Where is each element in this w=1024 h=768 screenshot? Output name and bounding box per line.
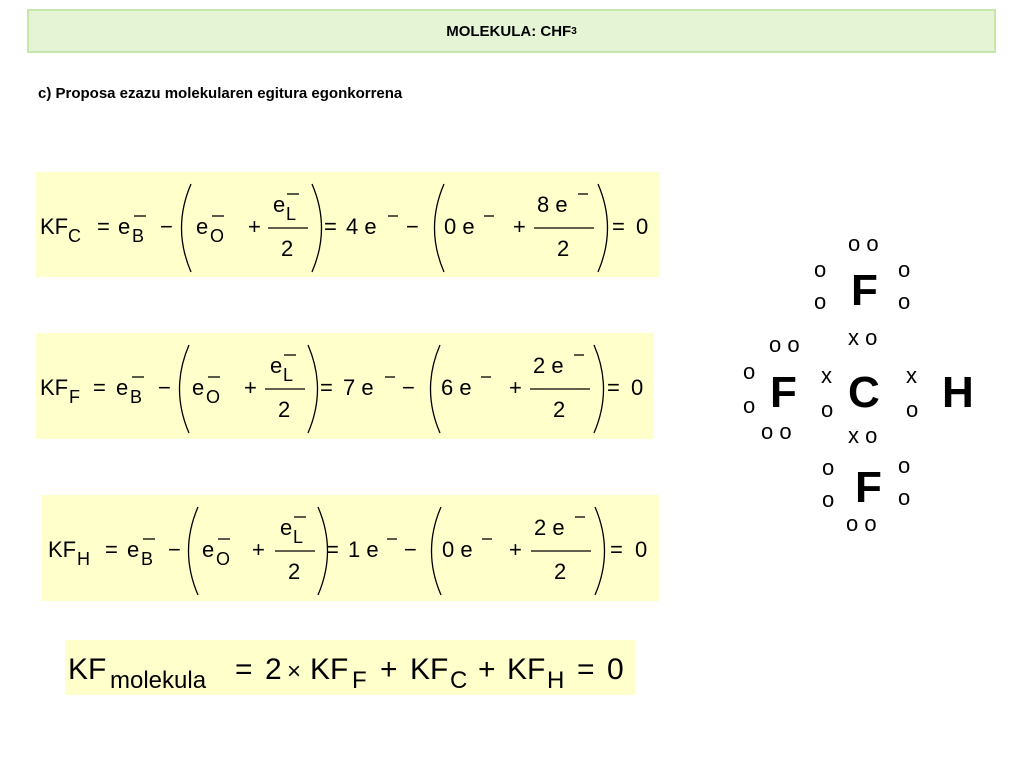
eo-label: e [202,537,215,562]
eb-label: e [116,375,129,400]
electron-dot: o [898,257,911,282]
svg-text:=: = [326,537,339,562]
svg-text:−: − [160,214,173,239]
el-label: e [270,353,283,378]
kf-f-subscript: F [352,667,367,694]
fraction-denominator: 2 [288,559,301,584]
eo-subscript: O [210,226,225,246]
kf-subscript: H [77,549,90,569]
svg-text:=: = [320,375,333,400]
cross-electron: x [906,363,917,388]
eo-subscript: O [216,549,231,569]
valence-value: 1 e [348,537,379,562]
electron-dot: o [898,289,911,314]
svg-text:−: − [404,537,417,562]
lone-pair-top-f-top: o o [848,231,879,256]
kf-c-label: KF [410,653,449,686]
svg-text:+: + [252,537,265,562]
svg-text:=: = [577,653,595,686]
electron-dot: o [898,453,911,478]
svg-text:+: + [478,653,496,686]
nonbond-value: 6 e [441,375,472,400]
kf-h-subscript: H [547,667,565,694]
eb-subscript: B [132,226,145,246]
formula-kf-h [42,495,659,601]
svg-text:−: − [406,214,419,239]
bond-pair-top: x o [848,325,878,350]
result-value: 0 [635,537,648,562]
el-subscript: L [283,365,294,385]
eb-label: e [118,214,131,239]
electron-dot: o [743,393,756,418]
electron-dot: o [814,257,827,282]
valence-value: 7 e [343,375,374,400]
eo-label: e [196,214,209,239]
kf-label: KF [68,653,107,686]
svg-text:−: − [168,537,181,562]
eb-subscript: B [130,387,143,407]
atom-f-bottom: F [855,463,882,512]
formula-kf-f [36,333,654,439]
svg-text:+: + [244,375,257,400]
kf-f-label: KF [310,653,349,686]
svg-text:=: = [324,214,337,239]
fraction-denominator: 2 [281,236,294,261]
kf-molekula-subscript: molekula [110,667,207,694]
question-text: c) Proposa ezazu molekularen egitura egonkorrena [38,85,403,102]
lone-pair-left-f-bottom: o o [761,419,792,444]
svg-text:=: = [93,375,106,400]
el-subscript: L [286,204,297,224]
electron-dot: o [814,289,827,314]
eo-label: e [192,375,205,400]
svg-text:=: = [97,214,110,239]
cross-electron: x [821,363,832,388]
svg-text:=: = [235,653,253,686]
title-text: MOLEKULA: CHF [446,22,572,40]
svg-text:=: = [607,375,620,400]
lone-pair-left-f-top: o o [769,332,800,357]
kf-h-label: KF [507,653,546,686]
svg-text:−: − [158,375,171,400]
kf-subscript: F [69,387,80,407]
electron-dot: o [906,397,919,422]
nonbond-value: 0 e [444,214,475,239]
kf-label: KF [48,537,77,562]
valence-value: 4 e [346,214,377,239]
lone-pair-bottom-f: o o [846,511,877,536]
electron-dot: o [821,397,834,422]
atom-f-top: F [851,266,878,315]
svg-text:=: = [105,537,118,562]
svg-text:=: = [610,537,623,562]
svg-text:+: + [513,214,526,239]
electron-dot: o [743,359,756,384]
el-label: e [280,515,293,540]
atom-h: H [942,368,974,417]
svg-text:+: + [380,653,398,686]
title-subscript: 3 [571,25,577,37]
result-value: 0 [636,214,649,239]
svg-text:+: + [509,375,522,400]
eb-subscript: B [141,549,154,569]
kf-c-subscript: C [450,667,468,694]
result-value: 0 [631,375,644,400]
electron-dot: o [898,485,911,510]
svg-text:=: = [612,214,625,239]
atom-c: C [848,368,880,417]
svg-text:+: + [509,537,522,562]
formula-kf-molekula [65,640,635,695]
kf-label: KF [40,375,69,400]
svg-text:−: − [402,375,415,400]
el-subscript: L [293,527,304,547]
electron-dot: o [822,487,835,512]
bond-denominator: 2 [553,397,566,422]
kf-subscript: C [68,226,81,246]
eo-subscript: O [206,387,221,407]
fraction-denominator: 2 [278,397,291,422]
bond-denominator: 2 [554,559,567,584]
eb-label: e [127,537,140,562]
lewis-structure [730,225,1010,555]
atom-f-left: F [770,368,797,417]
svg-text:+: + [248,214,261,239]
nonbond-value: 0 e [442,537,473,562]
bond-denominator: 2 [557,236,570,261]
result-value: 0 [607,653,624,686]
kf-label: KF [40,214,69,239]
coefficient: 2 [265,653,282,686]
bond-numerator: 2 e [534,515,565,540]
formula-kf-c [36,172,660,277]
times-sign: × [287,658,302,685]
title-bar [27,9,996,53]
el-label: e [273,192,286,217]
electron-dot: o [822,455,835,480]
bond-pair-bottom: x o [848,423,878,448]
bond-numerator: 2 e [533,353,564,378]
bond-numerator: 8 e [537,192,568,217]
